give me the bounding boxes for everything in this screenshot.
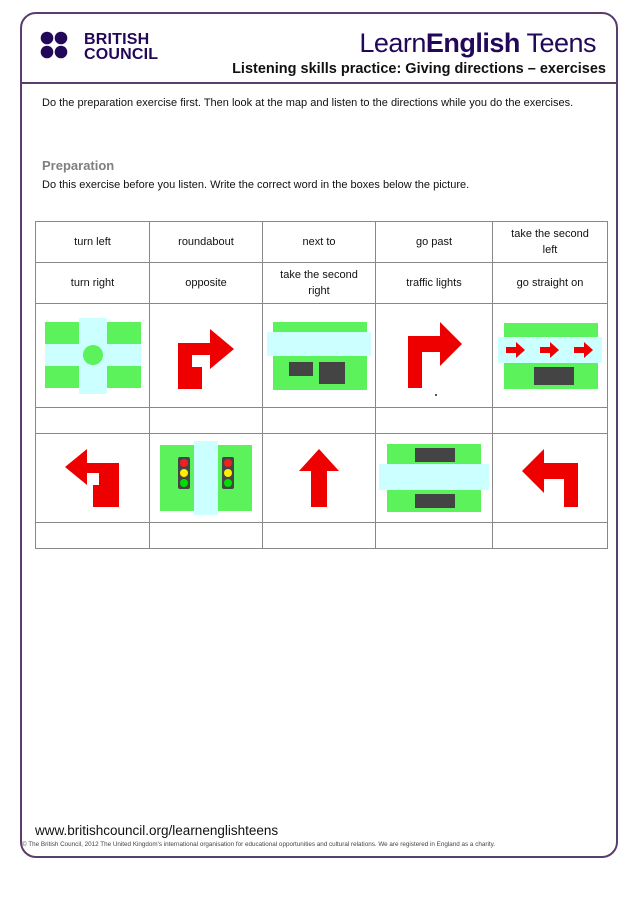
preparation-instruction: Do this exercise before you listen. Write the correct word in the boxes below the picture. (42, 179, 470, 191)
word-bank-row (36, 263, 608, 304)
answer-box[interactable] (493, 408, 608, 434)
answer-box[interactable] (36, 408, 150, 434)
picture-row (36, 304, 608, 408)
word-bank-item: turn left (36, 222, 150, 263)
word-bank-item: roundabout (150, 222, 263, 263)
turn-left-arrow-picture (493, 434, 608, 523)
word-bank-row (36, 222, 608, 263)
answer-box[interactable] (36, 523, 150, 549)
picture-row (36, 434, 608, 523)
worksheet-page (20, 12, 618, 858)
answer-box[interactable] (376, 523, 493, 549)
word-bank-item: turn right (36, 263, 150, 304)
worksheet-title: Listening skills practice: Giving directions – exercises (232, 61, 606, 77)
brand-teens: Teens (519, 28, 596, 58)
answer-box[interactable] (150, 408, 263, 434)
word-bank-item: take the second left (493, 222, 608, 263)
answer-box[interactable] (150, 523, 263, 549)
opposite-picture (376, 434, 493, 523)
right-turn-arrow-picture (376, 304, 493, 408)
intro-text: Do the preparation exercise first. Then look at the map and listen to the directions while you do the exercises. (42, 97, 574, 109)
word-bank-item: go past (376, 222, 493, 263)
roundabout-picture (36, 304, 150, 408)
next-to-picture (263, 304, 376, 408)
answer-row (36, 408, 608, 434)
learnenglish-teens-logo (359, 28, 596, 59)
answer-row (36, 523, 608, 549)
answer-box[interactable] (376, 408, 493, 434)
word-bank-item: go straight on (493, 263, 608, 304)
straight-arrow-picture (263, 434, 376, 523)
org-name-line2: COUNCIL (84, 46, 159, 63)
header-divider (22, 82, 616, 84)
traffic-lights-picture (150, 434, 263, 523)
go-straight-on-road-picture (493, 304, 608, 408)
org-name-line1: BRITISH (84, 31, 150, 48)
preparation-heading: Preparation (42, 158, 115, 173)
turn-right-arrow-picture (150, 304, 263, 408)
british-council-logo-icon (40, 31, 74, 59)
word-bank-item: next to (263, 222, 376, 263)
brand-english: English (425, 28, 520, 58)
word-bank-item: opposite (150, 263, 263, 304)
brand-learn: Learn (359, 28, 426, 58)
preparation-table (35, 221, 608, 549)
footer-copyright: © The British Council, 2012 The United Kingdom's international organisation for educational opportunities and cultural relations. We are registered in England as a charity. (22, 841, 496, 848)
left-turn-arrow-picture (36, 434, 150, 523)
answer-box[interactable] (493, 523, 608, 549)
word-bank-item: traffic lights (376, 263, 493, 304)
answer-box[interactable] (263, 408, 376, 434)
footer-url[interactable]: www.britishcouncil.org/learnenglishteens (35, 823, 279, 838)
answer-box[interactable] (263, 523, 376, 549)
british-council-wordmark (84, 32, 158, 62)
word-bank-item: take the second right (263, 263, 376, 304)
